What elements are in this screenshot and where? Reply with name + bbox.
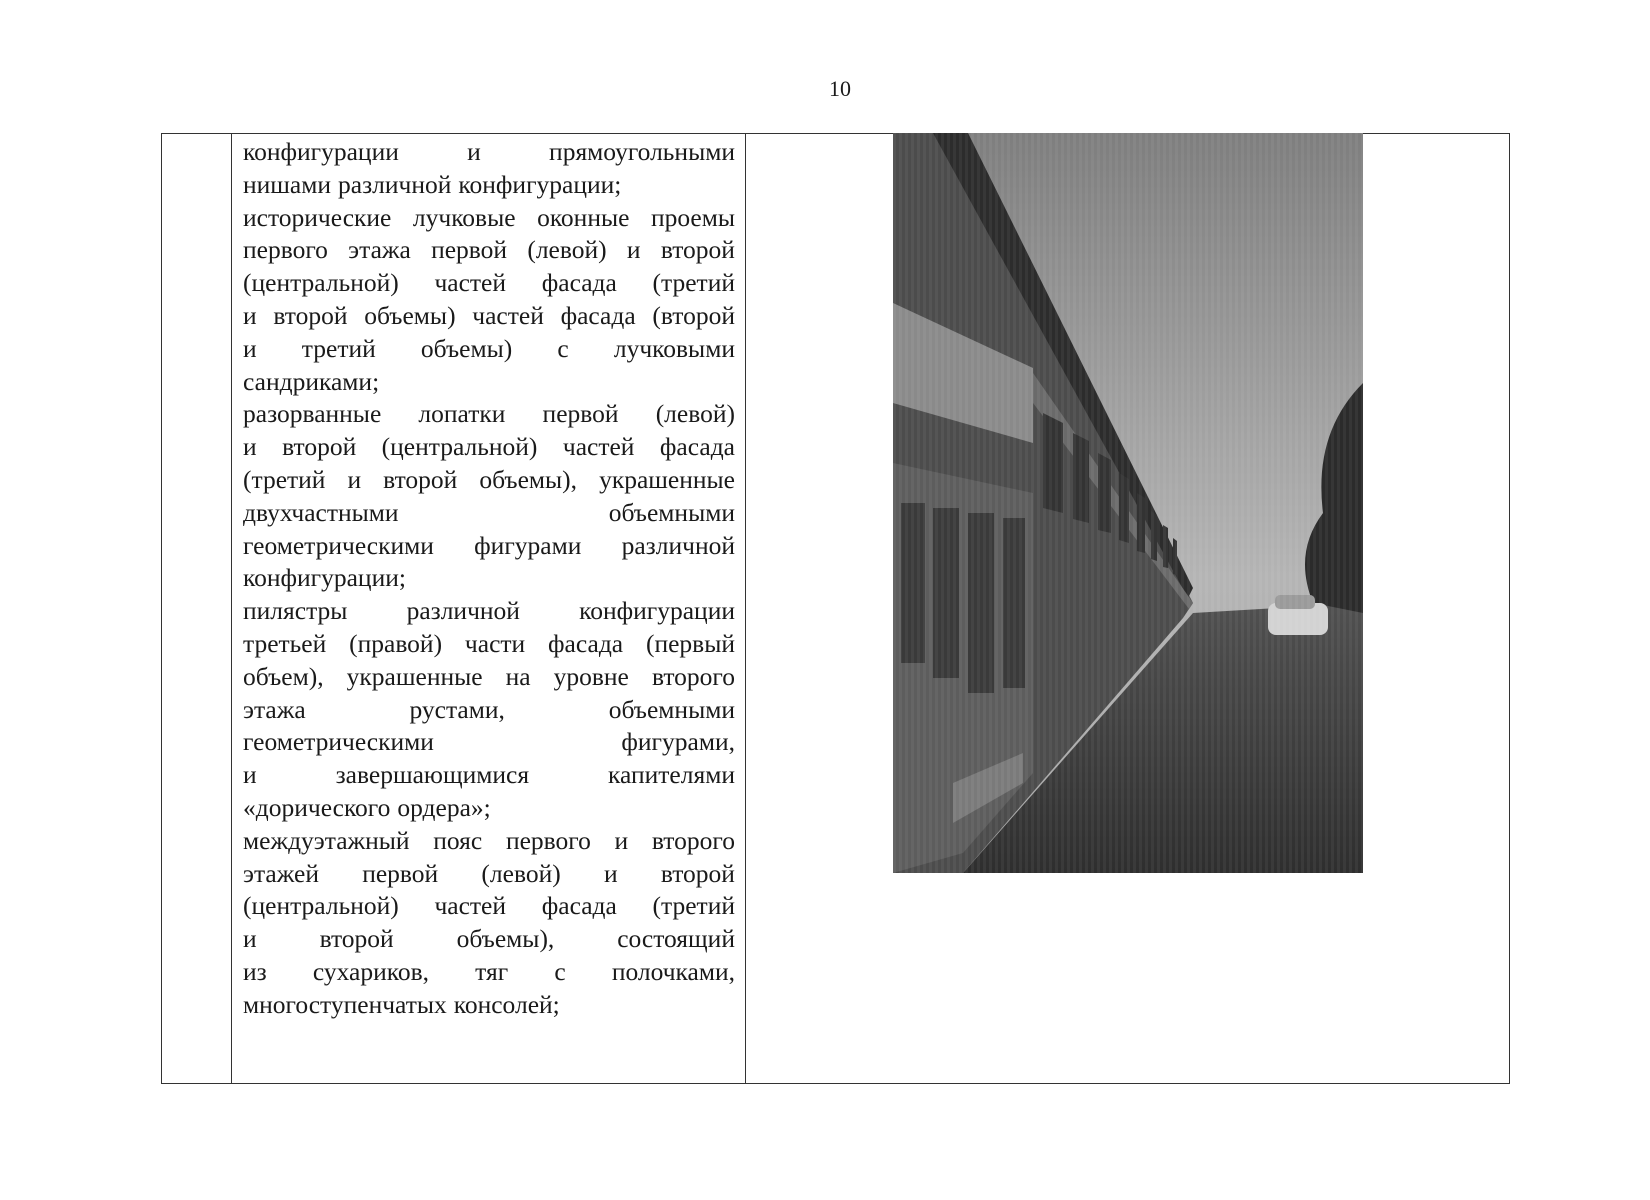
- row-number-cell: [162, 134, 232, 1083]
- description-word: консолей;: [453, 989, 560, 1019]
- description-line: [243, 759, 735, 792]
- description-word: второй: [383, 464, 458, 494]
- description-line: [243, 726, 735, 759]
- description-word: конфигурации;: [458, 169, 622, 199]
- description-word: нишами: [243, 169, 332, 199]
- description-word: объемы),: [456, 924, 555, 954]
- description-word: (третий: [652, 891, 735, 921]
- description-line: [243, 398, 735, 431]
- description-word: (второй: [652, 300, 735, 330]
- description-word: сухариков,: [312, 956, 430, 986]
- description-word: украшенные: [599, 464, 735, 494]
- description-line: [243, 562, 735, 595]
- description-word: второй: [282, 432, 357, 462]
- description-word: лучковые: [412, 202, 516, 232]
- description-word: с: [554, 956, 566, 986]
- description-word: разорванные: [243, 399, 382, 429]
- description-word: с: [557, 333, 569, 363]
- description-word: (правой): [349, 628, 443, 658]
- description-word: третий: [301, 333, 376, 363]
- description-line: [243, 694, 735, 727]
- description-word: на: [505, 661, 531, 691]
- description-word: (третий: [652, 268, 735, 298]
- description-word: фасада: [548, 628, 624, 658]
- description-word: состоящий: [617, 924, 735, 954]
- description-word: и: [243, 432, 257, 462]
- description-word: (левой): [527, 235, 607, 265]
- description-line: [243, 595, 735, 628]
- description-word: (центральной): [243, 891, 399, 921]
- description-word: различной: [621, 530, 735, 560]
- page-number: 10: [829, 76, 851, 101]
- description-word: объем),: [243, 661, 324, 691]
- description-word: второй: [273, 300, 348, 330]
- description-word: сандриками;: [243, 366, 380, 396]
- description-word: завершающимися: [335, 760, 530, 790]
- description-line: [243, 169, 735, 202]
- description-word: частей: [472, 300, 544, 330]
- description-word: фигурами,: [621, 727, 735, 757]
- description-word: первой: [362, 858, 439, 888]
- description-word: этажей: [243, 858, 319, 888]
- description-word: и: [243, 300, 257, 330]
- description-word: части: [464, 628, 526, 658]
- description-word: ордера»;: [397, 792, 491, 822]
- description-word: третьей: [243, 628, 327, 658]
- description-word: полочками,: [611, 956, 735, 986]
- description-word: различной: [338, 169, 452, 199]
- description-word: объемы): [420, 333, 513, 363]
- description-line: [243, 923, 735, 956]
- description-word: геометрическими: [243, 530, 434, 560]
- description-word: (центральной): [381, 432, 538, 462]
- description-line: [243, 825, 735, 858]
- description-word: фигурами: [474, 530, 582, 560]
- description-word: фасада: [659, 432, 735, 462]
- description-word: и: [614, 825, 629, 855]
- description-line: [243, 267, 735, 300]
- description-word: фасада: [560, 300, 636, 330]
- description-word: объемными: [608, 694, 735, 724]
- description-word: рустами,: [409, 694, 505, 724]
- description-word: объемными: [608, 497, 735, 527]
- description-word: и: [347, 464, 362, 494]
- description-line: [243, 661, 735, 694]
- description-word: второй: [319, 924, 394, 954]
- description-word: второй: [660, 858, 735, 888]
- description-word: пилястры: [243, 596, 348, 626]
- description-word: исторические: [243, 202, 392, 232]
- description-line: [243, 956, 735, 989]
- description-word: этажа: [243, 694, 306, 724]
- description-word: оконные: [537, 202, 630, 232]
- description-line: [243, 366, 735, 399]
- description-word: и: [467, 137, 481, 166]
- description-word: частей: [562, 432, 635, 462]
- description-line: [243, 530, 735, 563]
- description-word: объемы),: [479, 464, 578, 494]
- description-line: [243, 333, 735, 366]
- description-word: (левой): [481, 858, 561, 888]
- description-word: лопатки: [418, 399, 506, 429]
- description-word: и: [243, 333, 257, 363]
- description-word: первого: [505, 825, 591, 855]
- description-word: этажа: [348, 235, 411, 265]
- description-word: первой: [542, 399, 619, 429]
- description-cell: [232, 134, 746, 1083]
- description-word: междуэтажный: [243, 825, 410, 855]
- description-word: прямоугольными: [549, 137, 735, 166]
- description-word: тяг: [475, 956, 509, 986]
- description-word: конфигурации: [579, 596, 735, 626]
- description-word: фасада: [541, 891, 617, 921]
- description-word: и: [603, 858, 618, 888]
- description-line: [243, 431, 735, 464]
- description-word: двухчастными: [243, 497, 399, 527]
- description-word: частей: [434, 891, 507, 921]
- description-word: украшенные: [346, 661, 483, 691]
- description-word: «дорического: [243, 792, 391, 822]
- description-word: различной: [406, 596, 520, 626]
- description-word: геометрическими: [243, 727, 434, 757]
- description-word: и: [243, 924, 257, 954]
- description-word: фасада: [541, 268, 617, 298]
- description-word: конфигурации: [243, 137, 399, 166]
- description-line: [243, 464, 735, 497]
- description-line: [243, 792, 735, 825]
- description-word: частей: [434, 268, 507, 298]
- photo-cell: [746, 134, 1509, 1083]
- description-word: лучковыми: [613, 333, 735, 363]
- description-word: и: [243, 760, 257, 790]
- description-word: многоступенчатых: [243, 989, 447, 1019]
- description-word: уровне: [553, 661, 629, 691]
- description-word: проемы: [650, 202, 735, 232]
- description-word: объемы): [364, 300, 456, 330]
- description-word: капителями: [608, 760, 735, 790]
- description-line: [243, 989, 735, 1022]
- description-line: [243, 234, 735, 267]
- description-line: [243, 858, 735, 891]
- document-table: [161, 133, 1510, 1084]
- description-word: пояс: [433, 825, 483, 855]
- description-line: [243, 497, 735, 530]
- description-word: и: [626, 235, 641, 265]
- description-line: [243, 136, 735, 169]
- description-word: второго: [651, 825, 735, 855]
- description-word: (первый: [645, 628, 735, 658]
- description-word: (центральной): [243, 268, 399, 298]
- building-facade-photo: [893, 133, 1363, 873]
- description-word: (левой): [655, 399, 735, 429]
- description-word: из: [243, 956, 267, 986]
- description-line: [243, 202, 735, 235]
- description-line: [243, 628, 735, 661]
- description-word: второй: [660, 235, 735, 265]
- description-word: конфигурации;: [243, 563, 406, 593]
- description-line: [243, 890, 735, 923]
- description-line: [243, 300, 735, 333]
- description-word: первого: [243, 235, 328, 265]
- description-word: (третий: [243, 464, 326, 494]
- description-word: второго: [651, 661, 735, 691]
- description-word: первой: [431, 235, 508, 265]
